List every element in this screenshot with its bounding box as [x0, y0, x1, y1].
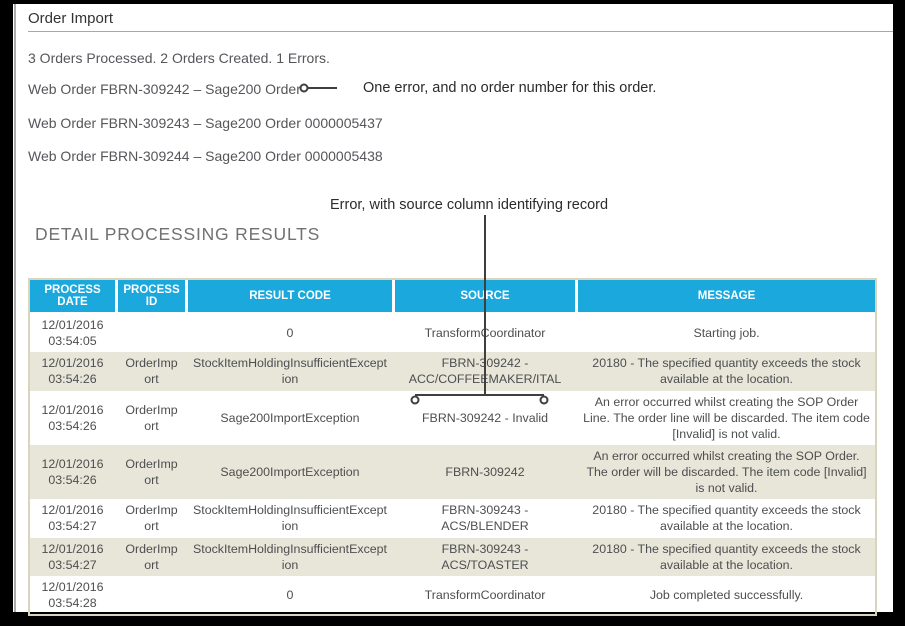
cell-process-id: OrderImport [115, 538, 185, 576]
cell-result-code: 0 [286, 587, 294, 602]
order-line: Web Order FBRN-309242 – Sage200 Order [28, 81, 301, 97]
cell-result-code: StockItemHoldingInsufficientException [193, 503, 387, 534]
cell-result-code: Sage200ImportException [185, 445, 392, 499]
cell-result-code: Sage200ImportException [220, 410, 360, 425]
results-table [28, 278, 877, 616]
order-line: Web Order FBRN-309244 – Sage200 Order 0000005438 [28, 148, 383, 164]
cell-process-date: 12/01/2016 03:54:27 [30, 538, 115, 576]
cell-process-id: OrderImport [115, 445, 185, 499]
cell-message: An error occurred whilst creating the SOP Order. The order will be discarded. The item code [Invalid] is not valid. [575, 445, 875, 499]
cell-source: FBRN-309242 - ACC/COFFEEMAKER/ITAL [392, 352, 575, 390]
cell-source: TransformCoordinator [424, 587, 546, 602]
cell-process-date: 12/01/2016 03:54:28 [41, 579, 104, 610]
cell-result-code: 0 [286, 326, 294, 341]
cell-message: 20180 - The specified quantity exceeds the stock available at the location. [592, 503, 861, 534]
page-title: Order Import [28, 10, 114, 27]
cell-source: FBRN-309242 - Invalid [421, 410, 549, 425]
left-divider [14, 4, 16, 612]
cell-process-id: OrderImport [125, 402, 178, 433]
callout-dash-circle [301, 85, 308, 92]
cell-message: An error occurred whilst creating the SOP Order Line. The order line will be discarded. The item code [Invalid] is not valid. [583, 394, 870, 441]
table-row [30, 499, 875, 537]
cell-result-code: StockItemHoldingInsufficientException [185, 352, 392, 390]
table-row [30, 352, 875, 390]
cell-process-id [115, 576, 185, 614]
table-row [30, 314, 875, 352]
cell-message: 20180 - The specified quantity exceeds the stock available at the location. [575, 538, 875, 576]
table-row [30, 445, 875, 499]
annotation-source-column: Error, with source column identifying record [330, 197, 609, 213]
cell-process-date: 12/01/2016 03:54:26 [30, 445, 115, 499]
cell-process-date: 12/01/2016 03:54:05 [41, 318, 104, 349]
table-row [30, 576, 875, 614]
cell-message: 20180 - The specified quantity exceeds the stock available at the location. [575, 352, 875, 390]
column-header-process-date: PROCESS DATE [30, 280, 115, 314]
cell-source: TransformCoordinator [424, 326, 546, 341]
cell-process-date: 12/01/2016 03:54:27 [41, 503, 104, 534]
table-row [30, 538, 875, 576]
cell-message: Starting job. [693, 326, 760, 341]
cell-source: FBRN-309242 [392, 445, 575, 499]
column-header-process-id: PROCESS ID [115, 280, 185, 314]
column-header-result-code: RESULT CODE [185, 280, 392, 314]
column-header-message: MESSAGE [575, 280, 875, 314]
report-content [13, 4, 893, 612]
section-heading: DETAIL PROCESSING RESULTS [35, 224, 321, 244]
cell-process-id [115, 314, 185, 352]
table-row [30, 391, 875, 445]
cell-result-code: StockItemHoldingInsufficientException [185, 538, 392, 576]
cell-process-id: OrderImport [115, 352, 185, 390]
cell-process-id: OrderImport [125, 503, 178, 534]
cell-source: FBRN-309243 - ACS/TOASTER [392, 538, 575, 576]
cell-message: Job completed successfully. [649, 587, 804, 602]
cell-process-date: 12/01/2016 03:54:26 [41, 402, 104, 433]
results-table-body [30, 314, 875, 614]
cell-process-date: 12/01/2016 03:54:26 [30, 352, 115, 390]
order-line: Web Order FBRN-309243 – Sage200 Order 0000005437 [28, 115, 383, 131]
cell-source: FBRN-309243 - ACS/BLENDER [441, 503, 529, 534]
title-divider [28, 31, 893, 32]
annotation-no-order-number: One error, and no order number for this order. [363, 80, 657, 96]
summary-text: 3 Orders Processed. 2 Orders Created. 1 Errors. [28, 50, 330, 66]
column-header-source: SOURCE [392, 280, 575, 314]
table-header-row [30, 280, 875, 314]
